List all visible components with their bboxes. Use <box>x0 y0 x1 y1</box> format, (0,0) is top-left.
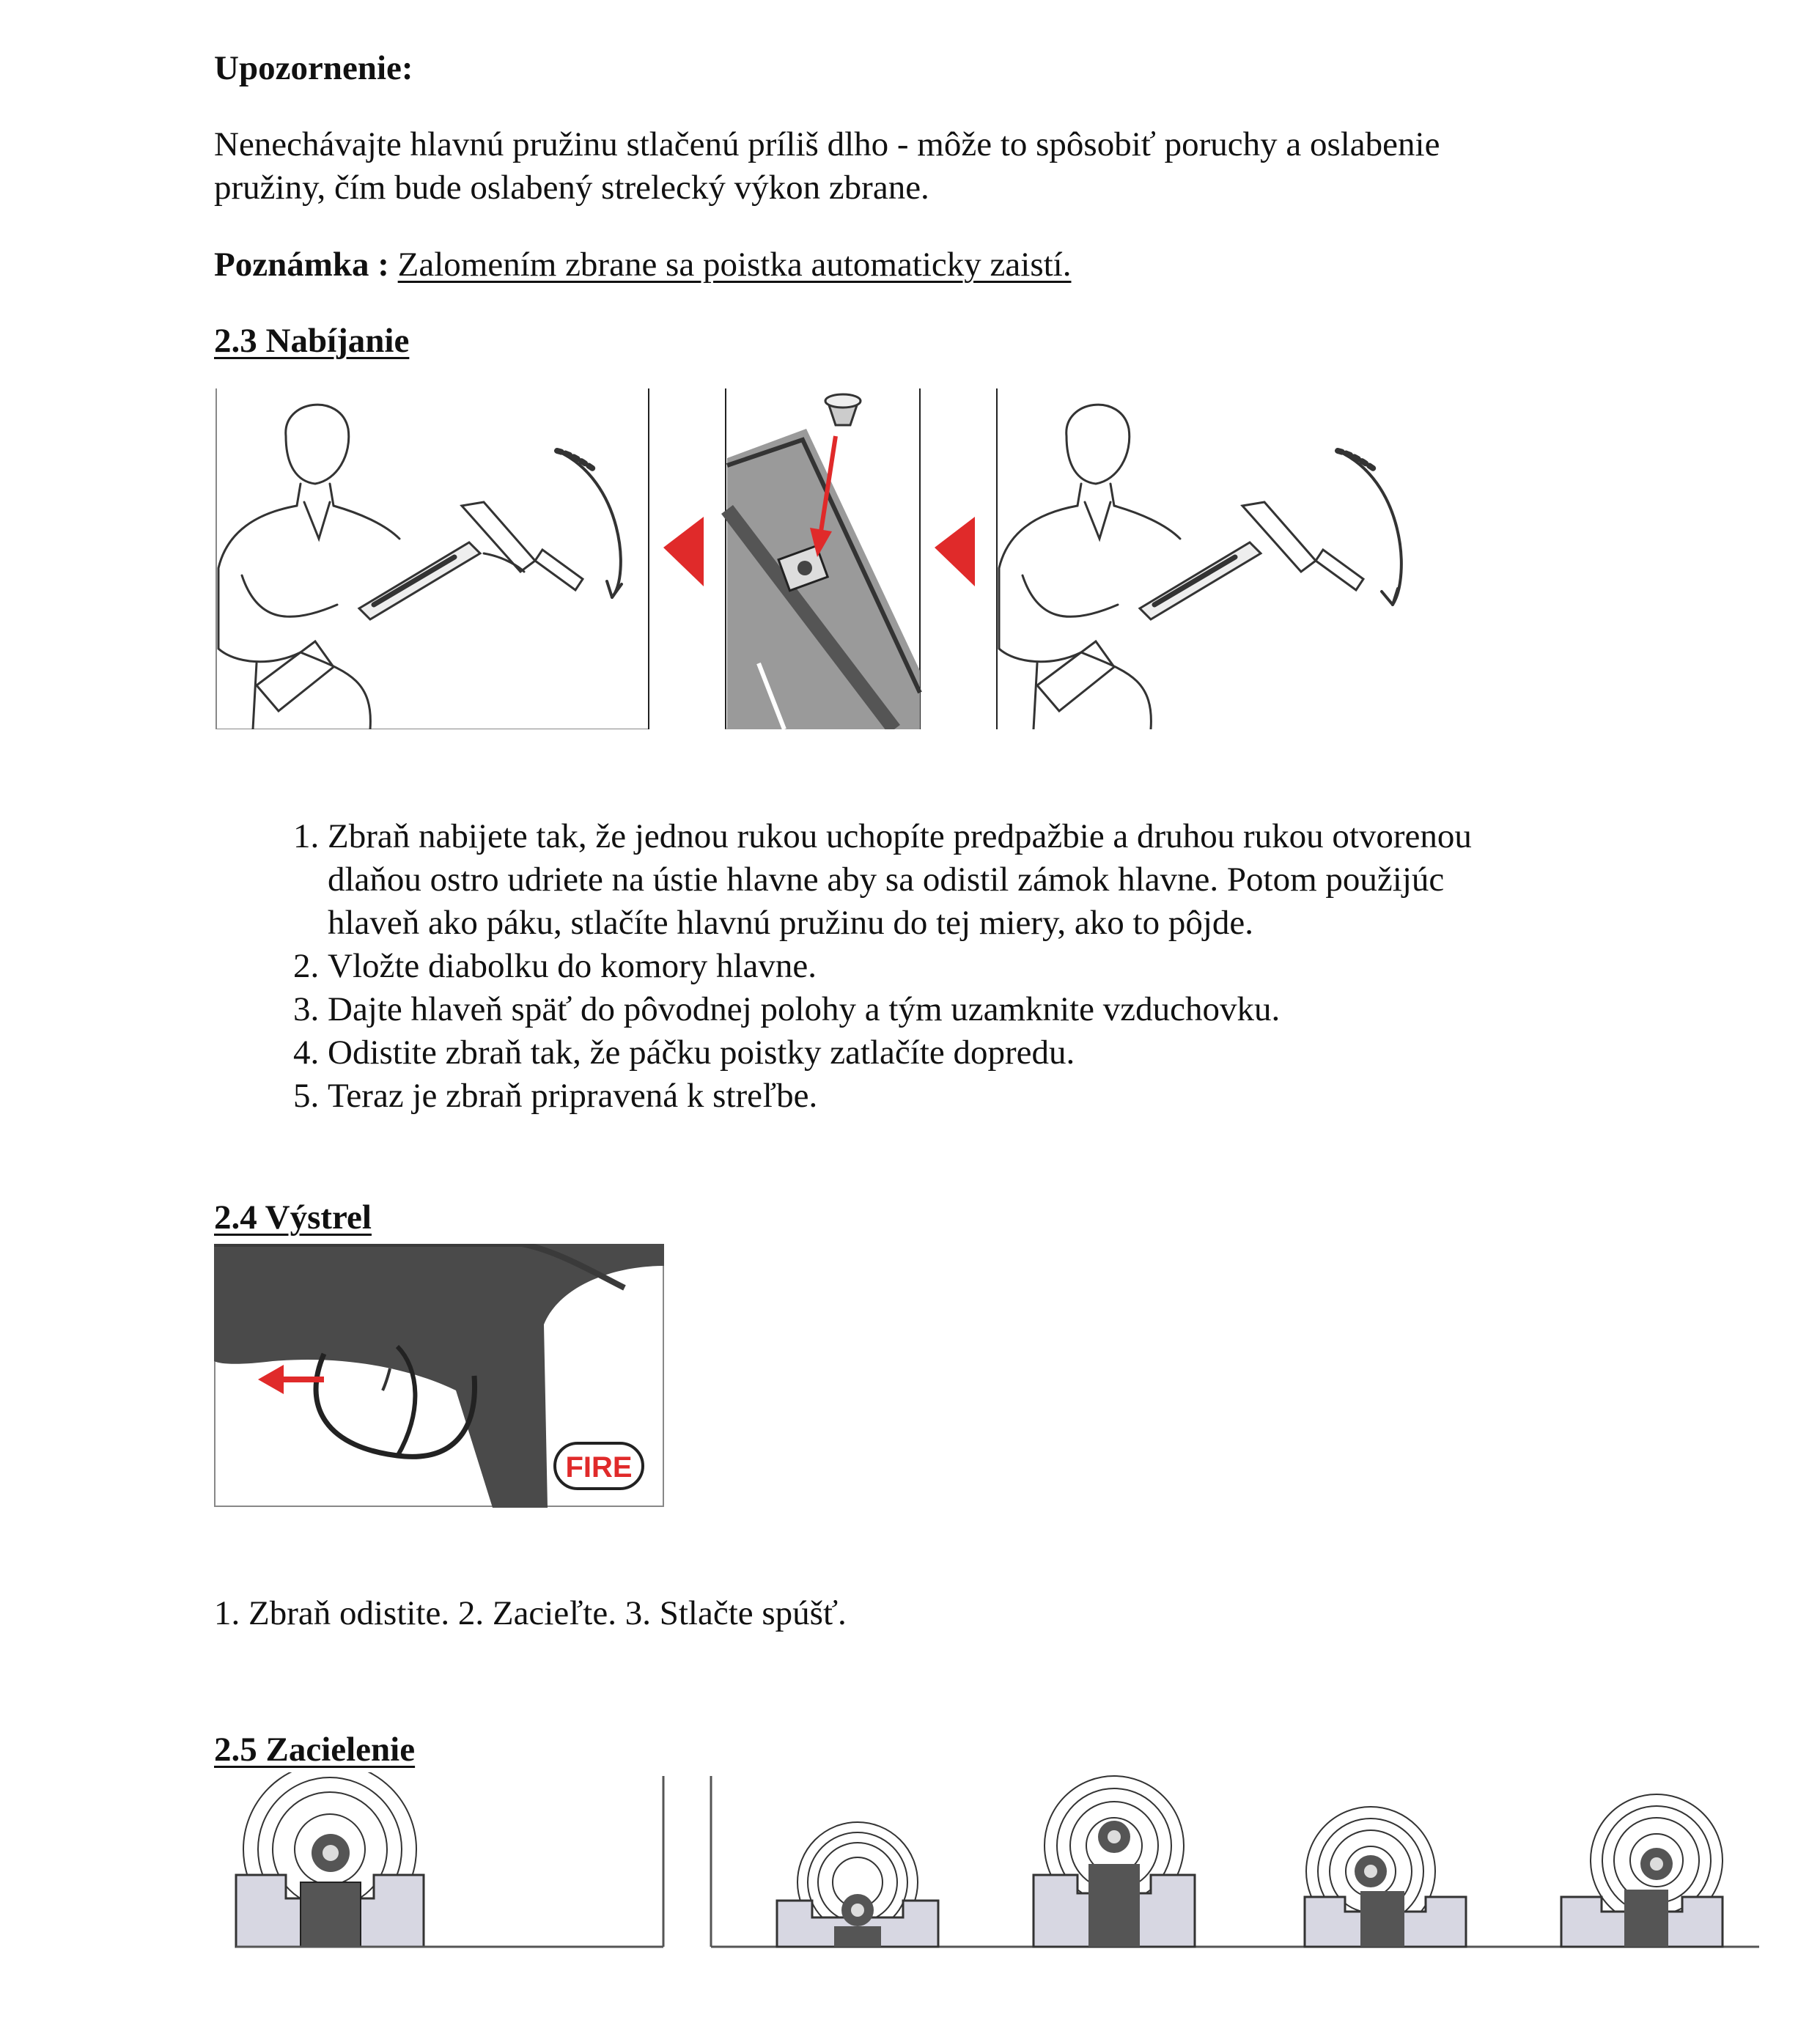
note <box>214 243 1071 287</box>
section-heading-loading: 2.3 Nabíjanie <box>214 322 410 360</box>
loading-step: 4. Odistite zbraň tak, že páčku poistky zatlačíte dopredu. <box>328 1031 1720 1075</box>
warning-title: Upozornenie: <box>214 49 413 87</box>
loading-step: 5. Teraz je zbraň pripravená k streľbe. <box>328 1075 1720 1118</box>
loading-step-1-line2: dlaňou ostro udriete na ústie hlavne aby sa odistil zámok hlavne. Potom použijúc <box>328 861 1445 899</box>
fire-badge-text: FIRE <box>565 1451 633 1484</box>
sight-high-icon <box>1034 1776 1195 1947</box>
section-heading-firing: 2.4 Výstrel <box>214 1198 372 1237</box>
section-heading-aiming: 2.5 Zacielenie <box>214 1731 416 1769</box>
person-closing-barrel-icon <box>999 405 1401 729</box>
firing-instructions: 1. Zbraň odistite. 2. Zacieľte. 3. Stlačte spúšť. <box>214 1594 847 1632</box>
note-label: Poznámka : <box>214 246 389 284</box>
chamber-closeup-icon <box>727 394 920 729</box>
aiming-illustration <box>125 1772 1766 1992</box>
sight-low-icon <box>777 1822 938 1947</box>
loading-step-1-line3: hlaveň ako páku, stlačíte hlavnú pružinu do tej miery, ako to pôjde. <box>328 904 1253 942</box>
trigger-illustration <box>214 1244 664 1508</box>
arrow-left-icon <box>663 517 704 586</box>
warning-text-line1: Nenechávajte hlavnú pružinu stlačenú príliš dlho - môže to spôsobiť poruchy a oslabenie <box>214 125 1440 163</box>
loading-steps-list <box>214 815 1720 1118</box>
loading-step-1-line1: Zbraň nabijete tak, že jednou rukou uchopíte predpažbie a druhou rukou otvorenou <box>328 817 1472 855</box>
note-text: Zalomením zbrane sa poistka automaticky zaistí. <box>397 246 1072 284</box>
loading-illustration <box>213 385 1415 729</box>
sight-left-icon <box>1305 1807 1466 1947</box>
loading-step <box>328 815 1720 945</box>
fire-badge <box>555 1443 643 1489</box>
sight-right-icon <box>1561 1794 1723 1947</box>
loading-step: 2. Vložte diabolku do komory hlavne. <box>328 945 1720 988</box>
person-opening-barrel-icon <box>218 405 622 729</box>
warning-text-line2: pružiny, čím bude oslabený strelecký výkon zbrane. <box>214 169 929 207</box>
sight-correct-icon <box>236 1772 663 1947</box>
loading-step: 3. Dajte hlaveň späť do pôvodnej polohy a tým uzamknite vzduchovku. <box>328 988 1720 1031</box>
arrow-left-icon-2 <box>935 517 975 586</box>
